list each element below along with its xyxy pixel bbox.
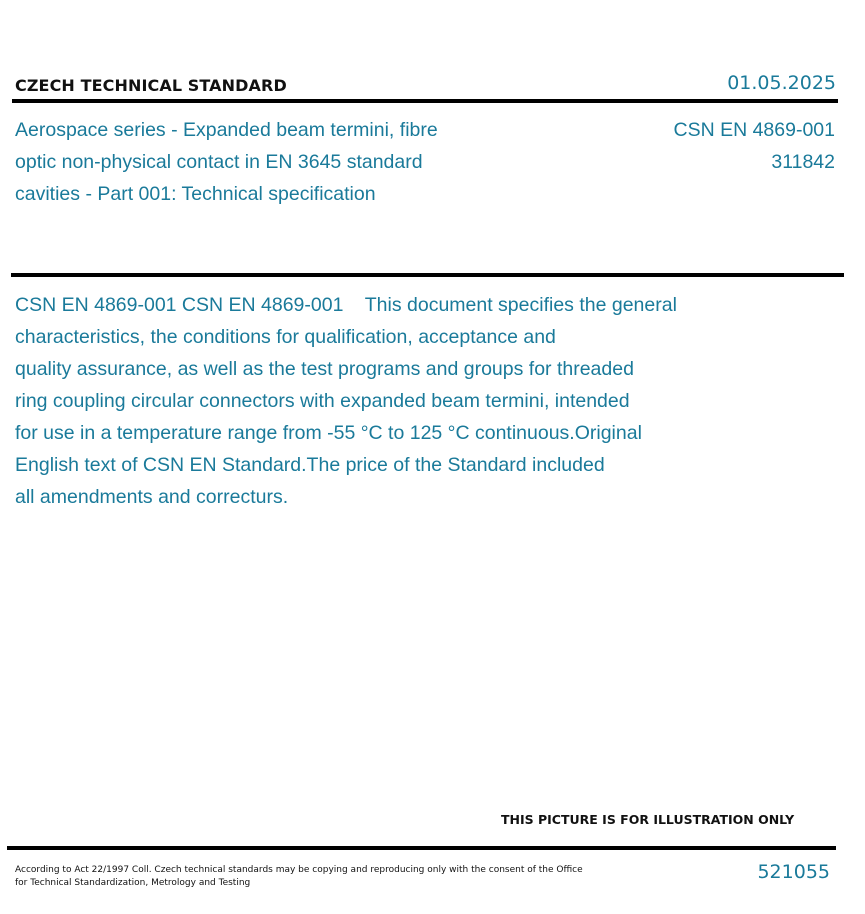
standard-identifiers <box>673 114 835 178</box>
description-line: English text of CSN EN Standard.The price of the Standard included <box>15 454 605 476</box>
catalog-number: 311842 <box>771 151 835 173</box>
standard-designation: CSN EN 4869-001 <box>673 119 835 141</box>
title-divider <box>11 273 844 277</box>
standard-title <box>15 114 515 210</box>
description-line: quality assurance, as well as the test programs and groups for threaded <box>15 358 634 380</box>
header-divider <box>12 99 838 103</box>
standard-title-line: cavities - Part 001: Technical specification <box>15 183 376 205</box>
description-line: all amendments and correcturs. <box>15 486 289 508</box>
description-line: ring coupling circular connectors with expanded beam termini, intended <box>15 390 630 412</box>
legal-notice-line: for Technical Standardization, Metrology and Testing <box>15 878 251 888</box>
description-line: for use in a temperature range from -55 °C to 125 °C continuous.Original <box>15 422 642 444</box>
standard-title-line: Aerospace series - Expanded beam termini, fibre <box>15 119 438 141</box>
standard-title-line: optic non-physical contact in EN 3645 standard <box>15 151 423 173</box>
standard-description <box>15 289 775 513</box>
document-type-heading: CZECH TECHNICAL STANDARD <box>15 76 287 95</box>
description-line: CSN EN 4869-001 CSN EN 4869-001 This document specifies the general <box>15 294 677 316</box>
publication-date: 01.05.2025 <box>727 72 836 94</box>
legal-notice-line: According to Act 22/1997 Coll. Czech technical standards may be copying and reproducing only with the consent of the Office <box>15 865 583 875</box>
legal-notice <box>15 864 615 890</box>
document-code: 521055 <box>757 861 830 883</box>
footer-divider <box>7 846 836 850</box>
illustration-disclaimer: THIS PICTURE IS FOR ILLUSTRATION ONLY <box>501 812 795 827</box>
description-line: characteristics, the conditions for qualification, acceptance and <box>15 326 556 348</box>
